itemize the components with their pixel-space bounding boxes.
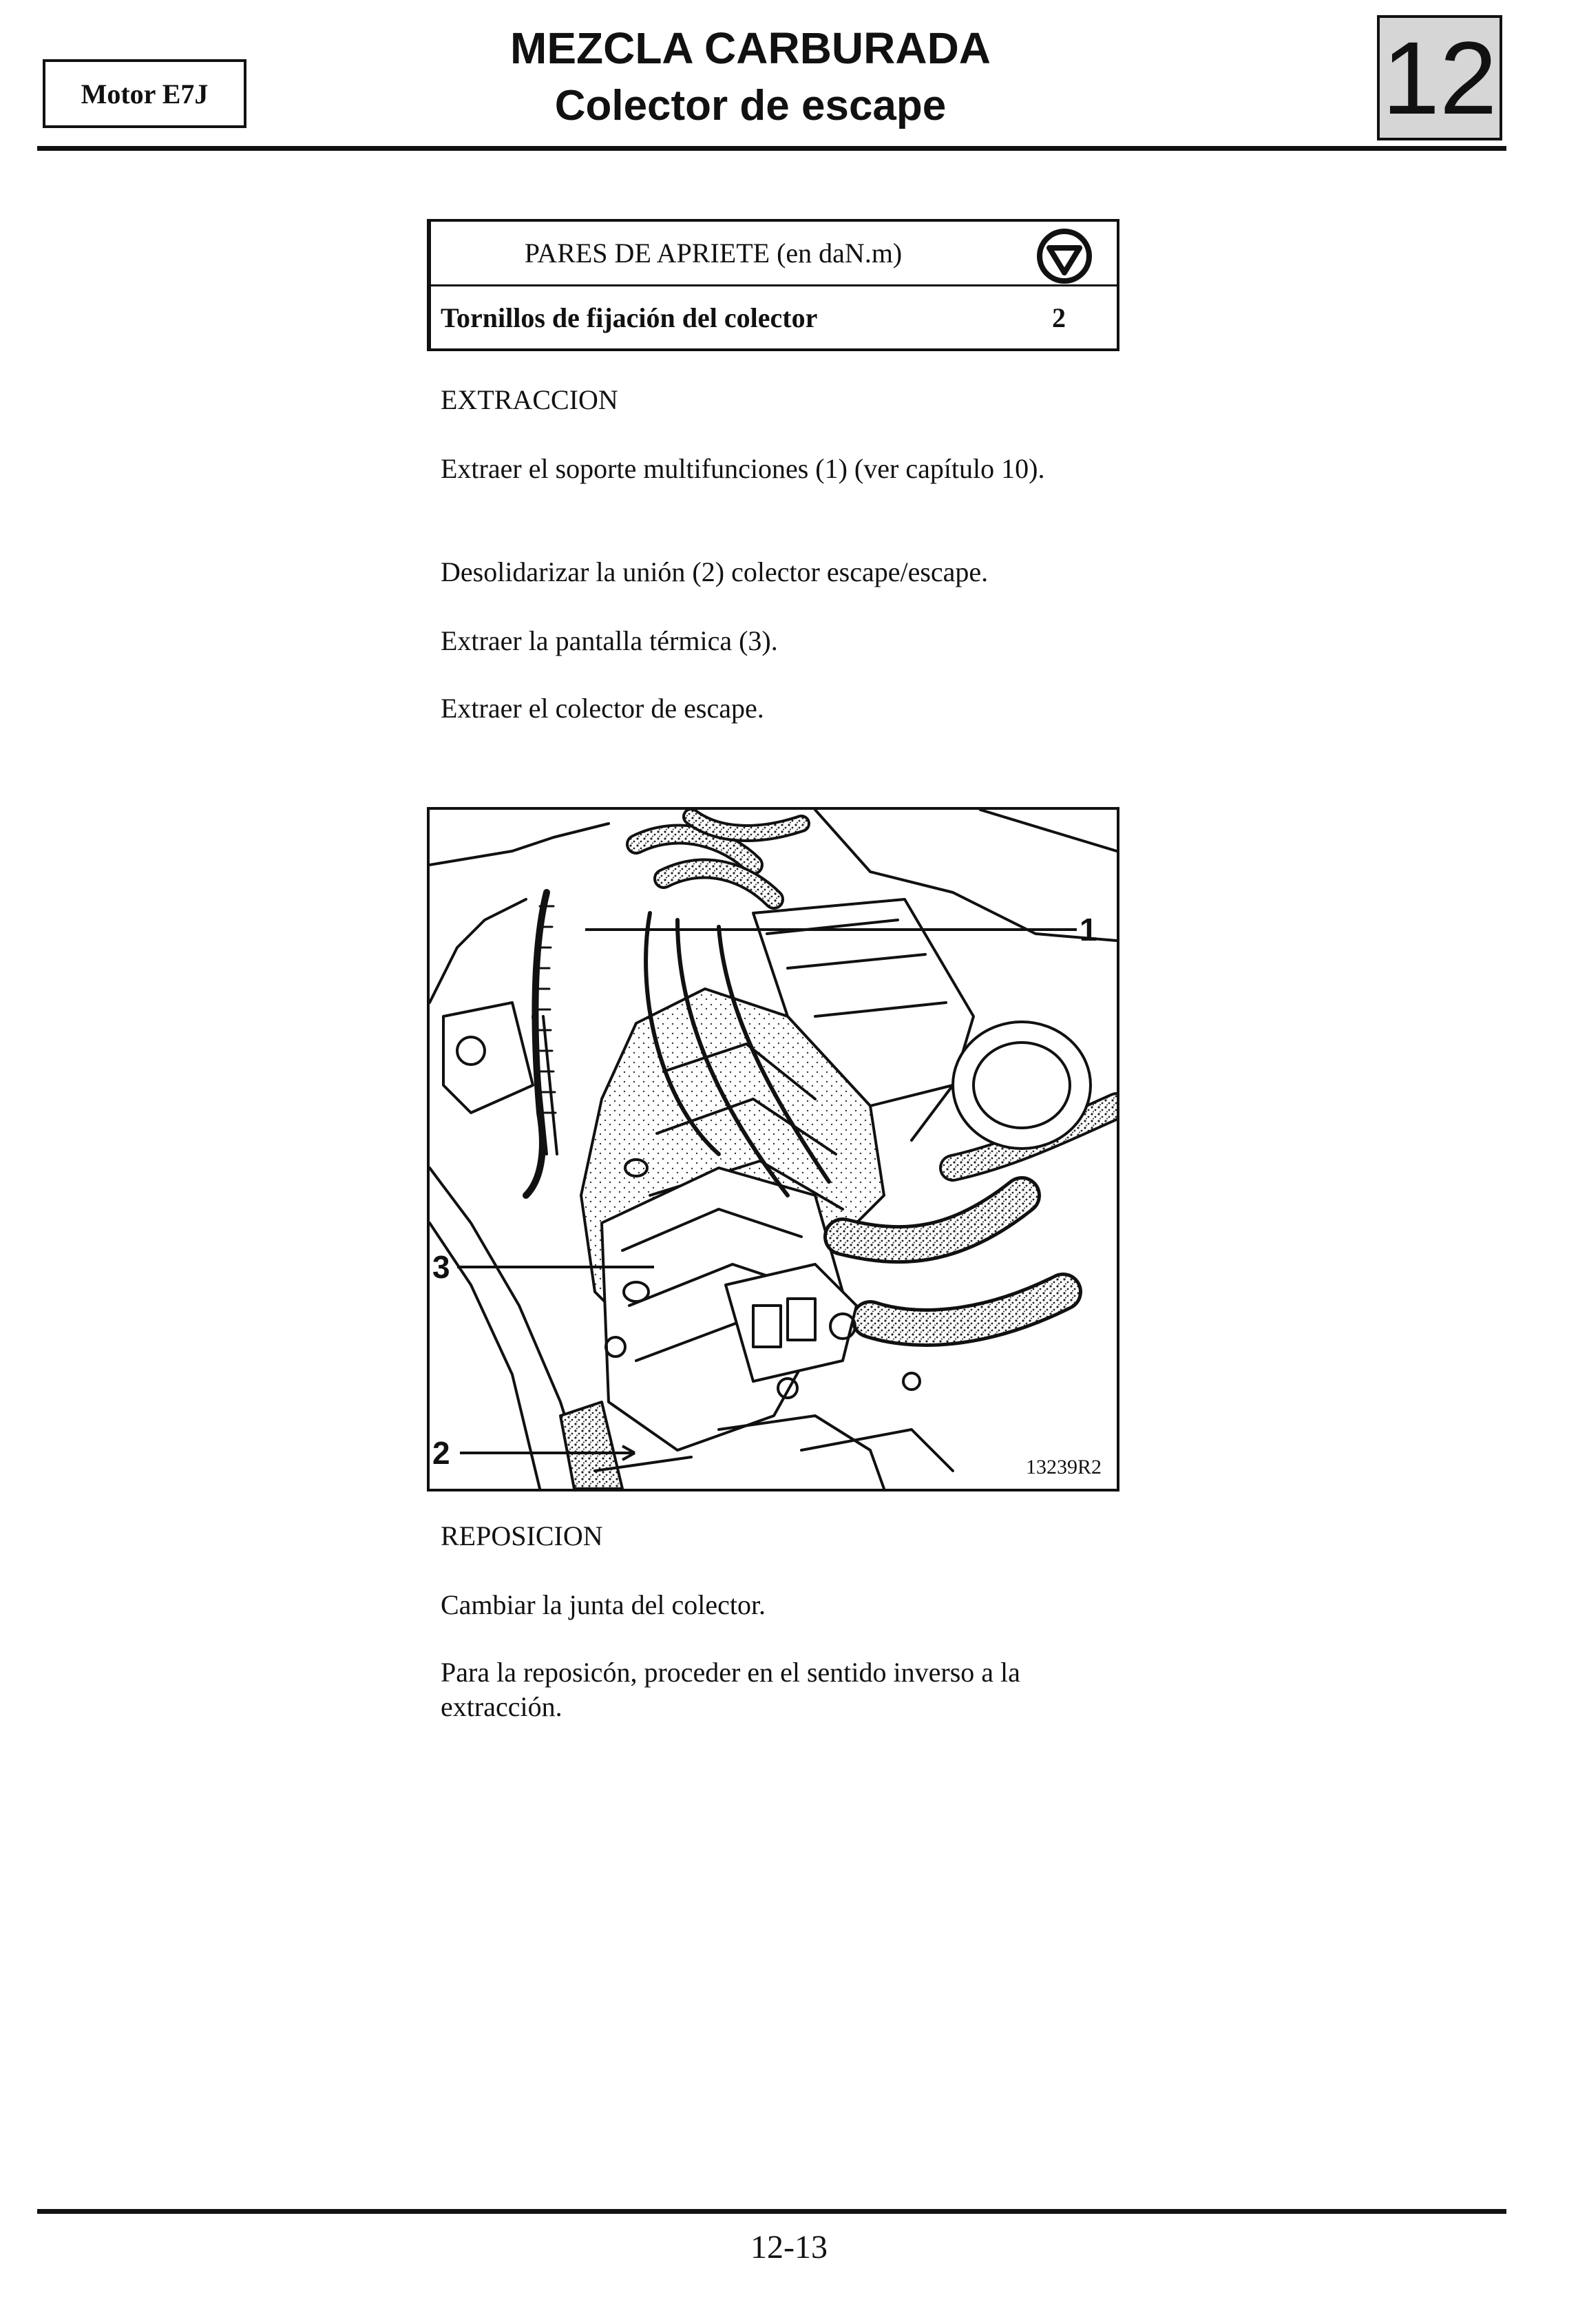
extraction-step: Extraer el colector de escape. bbox=[441, 693, 764, 724]
callout-label: 1 bbox=[1080, 912, 1097, 948]
extraction-step: Extraer la pantalla térmica (3). bbox=[441, 625, 778, 656]
torque-table bbox=[427, 219, 1119, 351]
torque-table-heading: PARES DE APRIETE (en daN.m) bbox=[524, 238, 903, 269]
extraction-step: Extraer el soporte multifunciones (1) (ver capítulo 10). bbox=[441, 453, 1045, 484]
torque-wrench-icon bbox=[1035, 227, 1093, 285]
torque-row-label: Tornillos de fijación del colector bbox=[441, 302, 818, 333]
callout-label: 3 bbox=[432, 1249, 450, 1285]
page-title: MEZCLA CARBURADA bbox=[510, 23, 991, 73]
engine-badge: Motor E7J bbox=[43, 59, 246, 128]
figure-reference: 13239R2 bbox=[1023, 1456, 1104, 1479]
reposition-step: Cambiar la junta del colector. bbox=[441, 1589, 766, 1620]
torque-row-value: 2 bbox=[1052, 302, 1066, 333]
torque-table-header bbox=[431, 222, 1117, 286]
reposition-heading: REPOSICION bbox=[441, 1520, 603, 1551]
page-number: 12-13 bbox=[750, 2229, 828, 2265]
footer-divider bbox=[37, 2209, 1506, 2214]
header-divider bbox=[37, 146, 1506, 151]
extraction-step: Desolidarizar la unión (2) colector escape/escape. bbox=[441, 556, 989, 587]
extraction-heading: EXTRACCION bbox=[441, 384, 618, 415]
engine-illustration bbox=[430, 810, 1117, 1489]
reposition-step: Para la reposicón, proceder en el sentido inverso a la extracción. bbox=[441, 1657, 1020, 1722]
page-subtitle: Colector de escape bbox=[554, 82, 947, 129]
chapter-number: 12 bbox=[1377, 15, 1502, 140]
callout-label: 2 bbox=[432, 1435, 450, 1471]
exhaust-manifold-figure bbox=[427, 807, 1119, 1491]
